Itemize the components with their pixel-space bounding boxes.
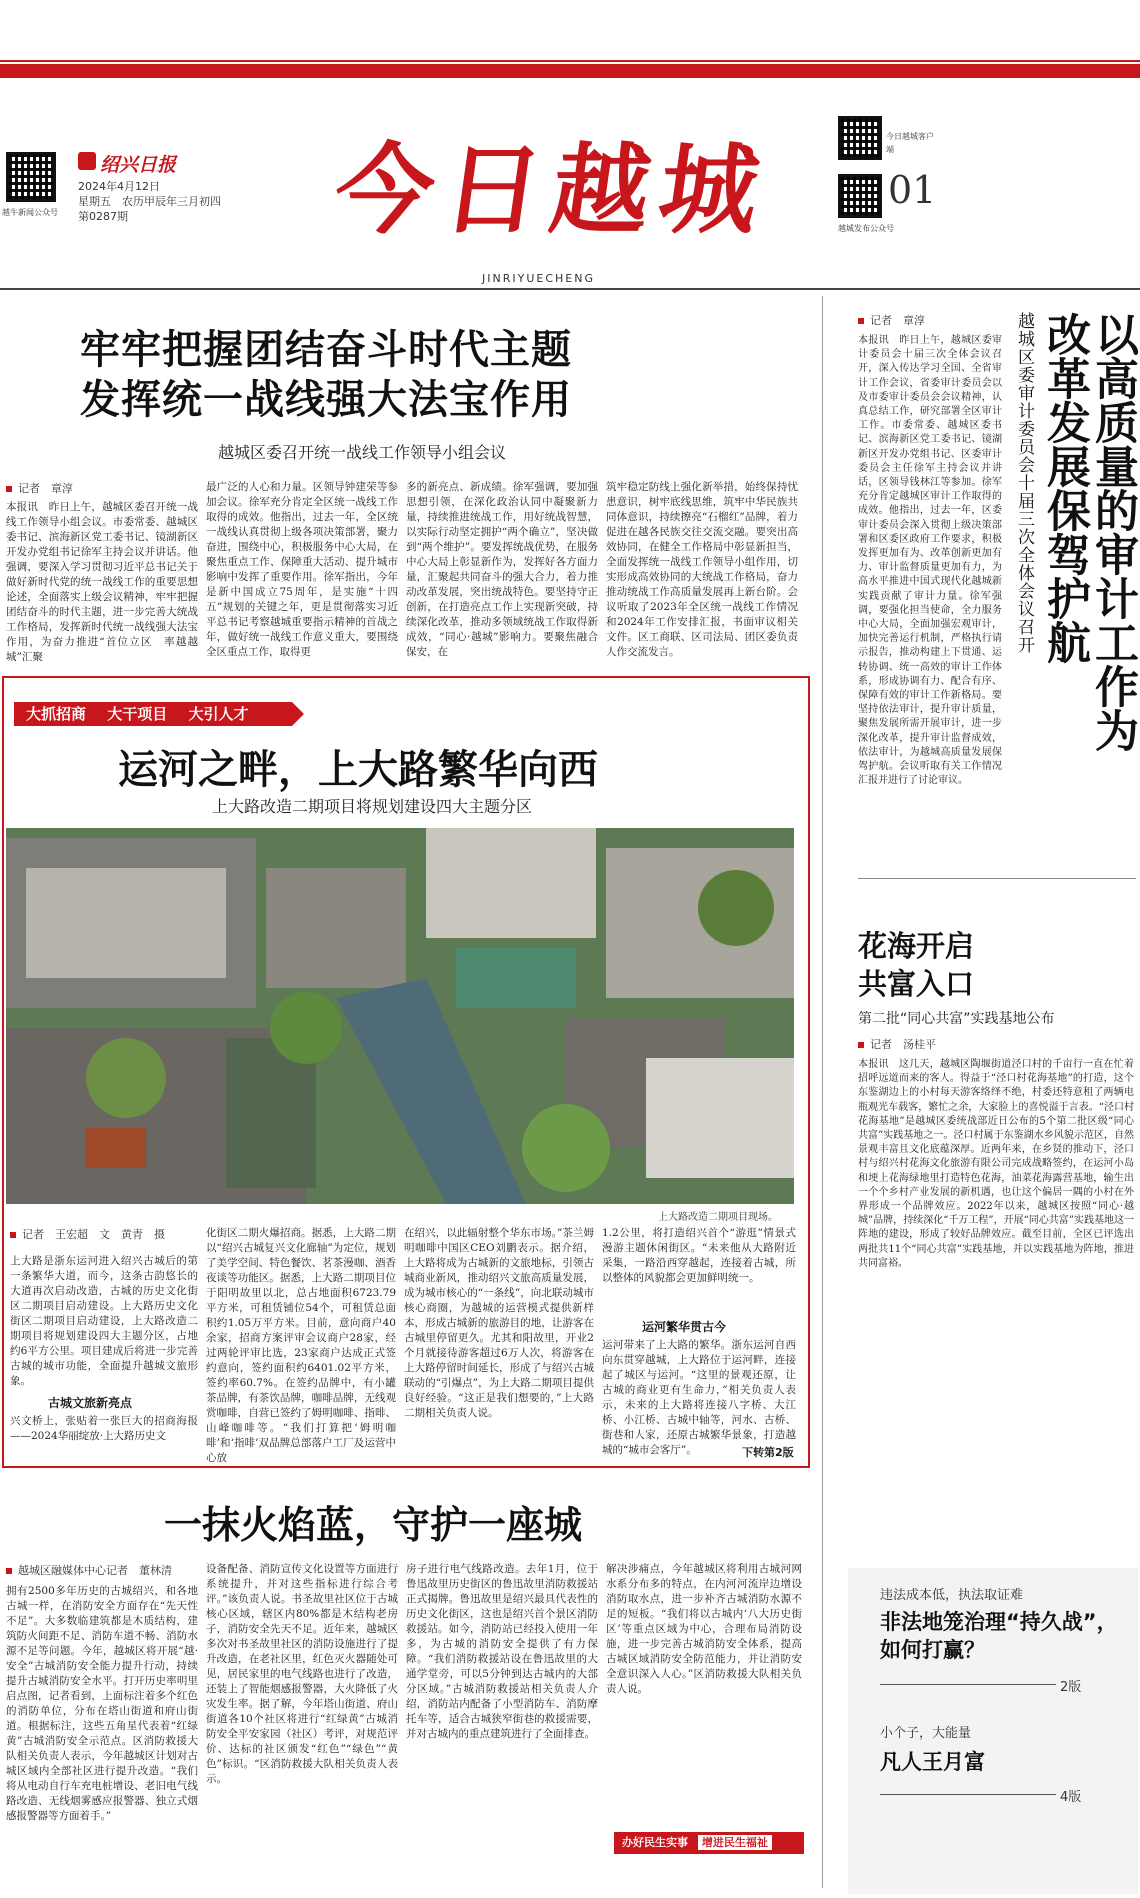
column-divider: [822, 296, 823, 1888]
fire-column-1: 拥有2500多年历史的古城绍兴，和各地古城一样，在消防安全方面存在“先天性不足”。大多数临建筑都是木质结构，建筑防火间距不足、消防车道不畅、消防水源不足等问题。今年，越城区将开展“越·安全”古城消防安全能力提升行动，持续提升古城消防安全水平。打开历史率明里启点图，记者看到，上面标注着多个红色的消防单位，分布在塔山街道和府山街道。根据标注，这些五角星代表着“红绿黄”古城消防安全示范点。区消防救援大队相关负责人表示，今年越城区计划对古城区域内全部社区进行提升改造。“我们将从电动自行车充电桩增设、老旧电气线路改造、无线烟雾感应报警器、独立式烟感报警器等方面着手。”: [6, 1585, 198, 1822]
paper-logo-icon: [78, 152, 96, 170]
byline-marker-icon: [10, 1232, 16, 1238]
feature-tag-bar: [14, 702, 292, 726]
qr-left-caption: 越牛新闻公众号: [2, 208, 58, 217]
lead-byline: [6, 480, 73, 496]
feature-subhead-2: 运河繁华贯古今: [642, 1320, 727, 1334]
audit-byline: [858, 312, 925, 328]
feature-byline-text: 记者 王宏超 文 黄青 摄: [22, 1228, 165, 1241]
feature-headline: 运河之畔，上大路繁华向西: [118, 747, 598, 793]
byline-marker-icon: [858, 318, 864, 324]
lead-column-2: 最广泛的人心和力量。区领导钟建荣等参加会议。徐军充分肯定全区统一战线工作取得的成效。他指出，过去一年，全区统一战线认真贯彻上级各项决策部署，聚力奋进，围绕中心，积极服务中心大局，在聚焦重点工作、保障重大活动、提升城市影响中发挥了重要作用。徐军指出，今年是新中国成立75周年，是实施“十四五”规划的关键之年，更是贯彻落实习近平总书记考察越城重要指示精神的首战之年，做好统一战线工作意义重大，要围绕全区重点工作，取得更: [206, 481, 398, 658]
lead-column-1: 本报讯 昨日上午，越城区委召开统一战线工作领导小组会议。市委常委、越城区委书记、滨海新区党工委书记、镜湖新区开发办党组书记徐军主持会议并讲话。他强调，要深入学习贯彻习近平总书记关于做好新时代党的统一战线工作的重要思想论述，全面落实上级会议精神，牢牢把握团结奋斗的时代主题，进一步完善大统战工作格局，发挥新时代统一战线强大法宝作用，为奋力推进“首位立区 率越越城”汇聚: [6, 501, 198, 663]
lead-headline-line1: 牢牢把握团结奋斗时代主题: [80, 327, 572, 373]
top-red-bar: [0, 64, 1140, 78]
flower-byline-text: 记者 汤桂平: [870, 1038, 936, 1051]
fire-byline: [6, 1562, 172, 1578]
audit-body: 本报讯 昨日上午，越城区委审计委员会十届三次全体会议召开，深入传达学习全国、全省审计工作会议，省委审计委员会以及市委审计委员会会议精神，认真总结工作，研究部署全区审计工作。市委常委、越城区委书记、滨海新区党工委书记、镜湖新区开发办党组书记、区委审计委员会主任徐军主持会议并讲话，区领导钱林江等参加。徐军充分肯定越城区审计工作取得的成效。他指出，过去一年，区委审计委员会深入贯彻上级决策部署和区委区政府工作要求，积极发挥更加有为、改革创新更加有力、审计监督质量更加有力，为高水平推进中国式现代化越城新实践贡献了审计力量。徐军强调，要强化担当使命，全力服务中心大局，全面加强宏观审计，加快完善运行机制，严格执行请示报告，推动构建上下贯通、运转协调、统一高效的审计工作体系，形成协调有力、配合有序、保障有效的审计工作新格局。要坚持依法审计，提升审计质量，聚焦发展所需开展审计，进一步深化改革，提升审计监督成效，依法审计，为越城高质量发展保驾护航。会议听取有关工作情况汇报并进行了讨论审议。: [858, 335, 1002, 787]
byline-marker-icon: [6, 486, 12, 492]
fire-headline: 一抹火焰蓝，守护一座城: [164, 1503, 583, 1547]
lead-byline-text: 记者 章淳: [18, 482, 73, 495]
audit-subtitle: 越城区委审计委员会十届三次全体会议召开: [1014, 312, 1034, 654]
aerial-photo-illustration: [6, 828, 794, 1204]
flower-headline-line1: 花海开启: [858, 929, 975, 963]
campaign-right: 增进民生福祉: [698, 1835, 772, 1850]
fire-column-2: 设备配备、消防宣传文化设置等方面进行系统提升，并对这些指标进行综合考评。”该负责人说。书圣故里社区位于古城核心区域，辖区内80%都是木结构老房子，消防安全先天不足。近年来，越城区多次对书圣故里社区的消防设施进行了提升改造，在老社区里，红色灭火器随处可见，居民家里的电气线路也进行了改造，还装上了智能烟感报警器，大火降低了火灾发生率。据了解，今年塔山街道、府山街道各10个社区将进行“红绿黄”古城消防安全平安家园（社区）考评，对规范评价、达标的社区颁发“红色”“绿色”“黄色”标识。“区消防救援大队相关负责人表示。: [206, 1563, 398, 1785]
feature-tag-2: 大干项目: [107, 705, 168, 723]
top-rule: [0, 60, 1140, 62]
issue-number: 第0287期: [78, 210, 128, 223]
teaser-1-rule: [880, 1684, 1056, 1685]
feature-column-4: 1.2公里，将打造绍兴首个“游逛”情景式漫游主题休闲街区。“未来他从大路附近采集，一路沿西穿越起，连接着古城，所以整体的风貌都会更加鲜明统一。: [602, 1227, 796, 1284]
teaser-2-kicker: 小个子，大能量: [880, 1726, 972, 1741]
fire-column-3: 房子进行电气线路改造。去年1月，位于鲁迅故里历史街区的鲁迅故里消防救援站正式揭牌。鲁迅故里是绍兴最具代表性的历史文化街区，这也是绍兴首个景区消防救援站。如今，消防站已经投入使用一年多，为古城的消防安全提供了有力保障。“我们消防救援站设在鲁迅故里的大通学堂旁，可以5分钟到达古城内的大部分区域。”古城消防救援站相关负责人介绍，消防站内配备了小型消防车、消防摩托车等，适合古城狭窄街巷的救援需要，并对古城内的重点建筑进行了全面排查。: [406, 1563, 598, 1740]
flower-headline-line2: 共富入口: [858, 967, 975, 1001]
audit-byline-text: 记者 章淳: [870, 314, 925, 327]
fire-byline-text: 越城区融媒体中心记者 董林清: [18, 1564, 172, 1577]
teaser-1-title[interactable]: 非法地笼治理“持久战”，如何打赢？: [880, 1610, 1118, 1662]
lead-headline-line2: 发挥统一战线强大法宝作用: [80, 377, 572, 423]
feature-column-4-continued: 运河带来了上大路的繁华。浙东运河自西向东贯穿越城，上大路位于运河畔，连接起了城区与运河。“这里的景观还原，让古城的商业更有生命力，”相关负责人表示，未来的上大路将连接八字桥、大江桥、小江桥、古城中轴等，河水、古桥、街巷和人家，还原古城繁华景象，打造越城的“城市会客厅”。: [602, 1339, 796, 1456]
flower-body: 本报讯 这几天，越城区陶堰街道泾口村的千亩行一直在忙着招呼远道而来的客人。得益于“泾口村花海基地”的打造，这个东鉴湖边上的小村每天游客络绎不绝，村委还特意租了两辆电瓶观光车载客，繁忙之余，大家脸上的喜悦溢于言表。“泾口村花海基地”是越城区委统战部近日公布的5个第二批区级“同心共富”实践基地之一。泾口村属于东鉴湖水乡风貌示范区，自然景观丰富且文化底蕴深厚。近两年来，在乡贤的推动下，泾口村与绍兴村花海文化旅游有限公司完成战略签约，在运河小岛和埂上花海绿地里打造特色花海，油菜花海露营基地，输生出一个个乡村产业发展的新机遇，也让这个偏居一隅的小村在外界形成一个品牌效应。2022年以来，越城区按照“同心·越城”品牌，持续深化“千万工程”，开展“同心共富”实践基地这一阵地的建设，形成了较好品牌效应。截至目前，全区已评选出两批共11个“同心共富”实践基地，并以实践基地为阵地，推进共同富裕。: [858, 1059, 1134, 1269]
byline-marker-icon: [6, 1568, 12, 1574]
feature-column-1: 上大路是浙东运河进入绍兴古城后的第一条繁华大道，而今，这条古韵悠长的大道再次启动改造，古城的历史文化街区二期项目启动建设。上大路历史文化街区二期项目启动建设，上大路改造二期项目将规划建设四大主题分区，占地约6平方公里。项目建成后将进一步完善古城的城市功能，全面提升越城文旅形象。: [10, 1255, 198, 1387]
continued-on-page[interactable]: 下转第2版: [742, 1446, 794, 1459]
feature-tag-3: 大引人才: [188, 705, 249, 723]
feature-photo: [6, 828, 794, 1204]
feature-column-1-continued: 兴文桥上，张贴着一张巨大的招商海报——2024华丽绽放·上大路历史文: [10, 1415, 198, 1442]
issue-date: 2024年4月12日: [78, 180, 160, 193]
campaign-banner: [614, 1832, 804, 1854]
feature-subhead-1: 古城文旅新亮点: [48, 1396, 133, 1410]
teaser-1-kicker: 违法成本低，执法取证难: [880, 1588, 1024, 1603]
qr-right-caption-bottom: 越城发布公众号: [838, 224, 894, 233]
audit-headline: 以高质量的审计工作为改革发展保驾护航: [1039, 312, 1138, 752]
qr-code-app-icon: [838, 116, 882, 160]
teaser-2-title[interactable]: 凡人王月富: [880, 1750, 985, 1774]
qr-code-left-icon: [6, 152, 56, 202]
qr-right-caption-top: 今日越城客户端: [886, 132, 934, 154]
flower-subtitle: 第二批“同心共富”实践基地公布: [858, 1011, 1055, 1027]
qr-code-wechat-icon: [838, 174, 882, 218]
feature-subtitle: 上大路改造二期项目将规划建设四大主题分区: [212, 797, 533, 816]
weekday-lunar: 星期五 农历甲辰年三月初四: [78, 195, 221, 208]
photo-caption: 上大路改造二期项目现场。: [658, 1212, 778, 1223]
campaign-left: 办好民生实事: [622, 1836, 688, 1849]
feature-column-3: 在绍兴，以此辐射整个华东市场。”茶兰姆明咖啡中国区CEO刘鹏表示。据介绍，上大路将成为古城新的文旅地标，引领古城商业新风，推动绍兴文旅高质量发展，成为城市核心的“一条线”，向北联动城市核心商圈，为越城的运营模式提供新样本，形成古城新的旅游目的地，让游客在古城里停留更久。尤其和阳故里，开业2个月就接待游客超过6万人次，将游客在上大路停留时间延长，形成了与绍兴古城联动的“引爆点”，为上大路二期项目提供良好经验。“这正是我们想要的，”上大路二期相关负责人说。: [404, 1227, 594, 1419]
flower-byline: [858, 1036, 936, 1052]
audit-bottom-rule: [858, 878, 1136, 879]
feature-column-2: 化街区二期火爆招商。据悉，上大路二期以“绍兴古城复兴文化廊轴”为定位，规划了美学空间、特色餐饮、茗茶漫咖、酒香夜谈等功能区。据悉，上大路二期项目位于阳明故里以北，总占地面积6723.79平方米，可租赁铺位54个，可租赁总面积约1.05万平方米。目前，意向商户40余家，招商方案评审会议商户28家，经过两轮评审比选，23家商户达成正式签约意向，签约面积约6401.02平方米，签约率60.7%。在签约品牌中，有小罐茶品牌，有茶饮品牌，咖啡品牌，无线观赏咖啡，自营已签约了姆明咖啡、指啡、山峰咖啡等。“我们打算把‘姆明咖啡’和‘指啡’双品牌总部落户工厂及运营中心放: [206, 1227, 396, 1464]
teaser-2-rule: [880, 1794, 1056, 1795]
byline-marker-icon: [858, 1042, 864, 1048]
masthead-pinyin: JINRIYUECHENG: [482, 272, 595, 285]
masthead-rule: [0, 288, 1140, 290]
lead-column-3: 多的新亮点、新成绩。徐军强调，要加强思想引领，在深化政治认同中凝聚新力量，持续推进统战工作，用好统战智慧，以实际行动坚定拥护“两个确立”，坚决做到“两个维护”。要发挥统战优势，在服务中心大局上彰显新作为，发挥好各方面力量，汇聚起共同奋斗的强大合力，着力推动改革发展，突出统战特色。要坚持守正创新，在打造亮点工作上实现新突破，持续深化改革，推动多领域统战工作取得新成效，“同心·越城”影响力。要聚焦融合保安，在: [406, 481, 598, 658]
fire-column-4: 解决涉痛点，今年越城区将利用古城河网水系分布多的特点，在内河河流岸边增设消防取水点，进一步补齐古城消防水源不足的短板。“我们将以古城内‘八大历史街区’等重点区域为中心，合理布局消防设施，进一步完善古城消防安全体系，提高古城区域消防安全防范能力，并让消防安全意识深入人心。”区消防救援大队相关负责人说。: [606, 1563, 802, 1695]
lead-column-4: 筑牢稳定防线上强化新举措，始终保持忧患意识，树牢底线思维，筑牢中华民族共同体意识，持续擦亮“石榴红”品牌，着力促进在越各民族交往交流交融。要突出高效协同，在健全工作格局中彰显新担当，全面发挥统一战线工作领导小组作用，切实形成高效协同的大统战工作格局，奋力推动统战工作高质量发展再上新台阶。会议听取了2023年全区统一战线工作情况和2024年工作安排汇报，书面审议相关文件。区工商联、区司法局、团区委负责人作交流发言。: [606, 481, 798, 658]
masthead-title: 今日越城: [327, 133, 776, 248]
page-number: 01: [888, 168, 937, 212]
teaser-2-page[interactable]: 4版: [1060, 1790, 1082, 1805]
paper-name: 绍兴日报: [100, 154, 177, 176]
tag-arrow-icon: [292, 702, 304, 726]
teaser-1-page[interactable]: 2版: [1060, 1680, 1082, 1695]
feature-tag-1: 大抓招商: [26, 705, 87, 723]
lead-subtitle: 越城区委召开统一战线工作领导小组会议: [218, 443, 507, 462]
feature-byline: [10, 1226, 165, 1242]
